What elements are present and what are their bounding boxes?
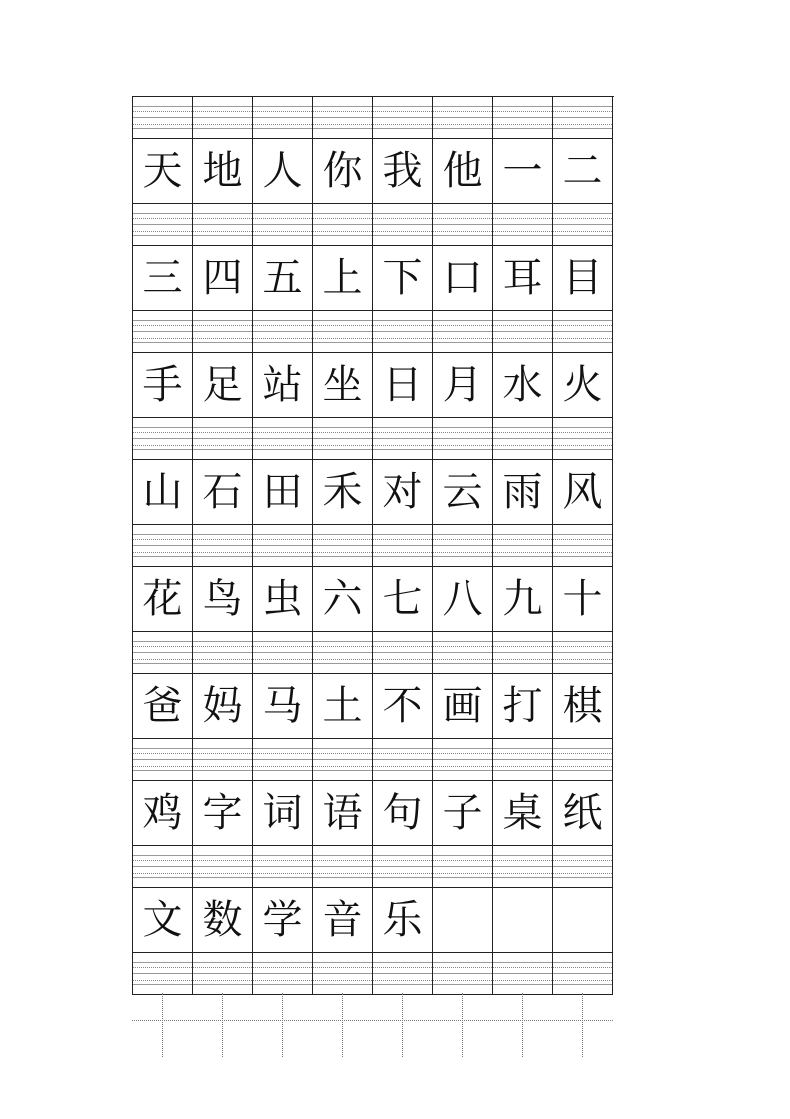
pinyin-cell [493, 846, 553, 888]
guide-line [342, 993, 343, 1057]
character-cell: 日 [373, 353, 433, 418]
pinyin-cell [373, 97, 433, 139]
pinyin-cell [493, 97, 553, 139]
character-cell: 桌 [493, 781, 553, 846]
character-cell [493, 888, 553, 953]
pinyin-cell [253, 846, 313, 888]
pinyin-cell [373, 204, 433, 246]
pinyin-cell [373, 739, 433, 781]
pinyin-row [133, 97, 614, 139]
pinyin-cell [313, 204, 373, 246]
character-row [133, 567, 614, 632]
guide-line [132, 1020, 613, 1021]
grid-row-block [133, 525, 614, 632]
grid-row-block [133, 311, 614, 418]
pinyin-row [133, 739, 614, 781]
pinyin-cell [373, 311, 433, 353]
character-cell: 爸 [133, 674, 193, 739]
character-cell: 耳 [493, 246, 553, 311]
character-cell: 数 [193, 888, 253, 953]
character-cell: 我 [373, 139, 433, 204]
character-cell: 字 [193, 781, 253, 846]
character-cell: 学 [253, 888, 313, 953]
character-cell: 天 [133, 139, 193, 204]
pinyin-cell [193, 525, 253, 567]
pinyin-cell [493, 418, 553, 460]
character-cell: 子 [433, 781, 493, 846]
character-cell: 坐 [313, 353, 373, 418]
character-cell: 文 [133, 888, 193, 953]
pinyin-cell [493, 525, 553, 567]
pinyin-cell [373, 525, 433, 567]
pinyin-cell [493, 311, 553, 353]
character-row [133, 353, 614, 418]
pinyin-cell [493, 632, 553, 674]
pinyin-cell [133, 418, 193, 460]
character-cell: 水 [493, 353, 553, 418]
character-cell: 三 [133, 246, 193, 311]
character-cell: 田 [253, 460, 313, 525]
pinyin-cell [433, 97, 493, 139]
pinyin-cell [313, 97, 373, 139]
pinyin-cell [253, 97, 313, 139]
character-cell: 山 [133, 460, 193, 525]
guide-line [582, 993, 583, 1057]
character-cell: 目 [553, 246, 613, 311]
pinyin-row [133, 525, 614, 567]
character-cell: 禾 [313, 460, 373, 525]
pinyin-cell [253, 311, 313, 353]
character-cell: 虫 [253, 567, 313, 632]
pinyin-cell [253, 204, 313, 246]
pinyin-row [133, 846, 614, 888]
pinyin-cell [553, 418, 613, 460]
character-cell: 月 [433, 353, 493, 418]
pinyin-cell [253, 632, 313, 674]
pinyin-cell [253, 525, 313, 567]
character-cell: 打 [493, 674, 553, 739]
pinyin-cell [313, 418, 373, 460]
character-cell [553, 888, 613, 953]
pinyin-cell [553, 632, 613, 674]
pinyin-cell [133, 632, 193, 674]
character-cell: 你 [313, 139, 373, 204]
character-row [133, 674, 614, 739]
pinyin-cell [133, 525, 193, 567]
character-cell: 棋 [553, 674, 613, 739]
guide-line [162, 993, 163, 1057]
character-cell: 九 [493, 567, 553, 632]
character-cell: 语 [313, 781, 373, 846]
pinyin-cell [253, 953, 313, 995]
character-cell: 口 [433, 246, 493, 311]
grid-row-block [133, 632, 614, 739]
pinyin-cell [493, 739, 553, 781]
pinyin-cell [433, 739, 493, 781]
character-cell: 妈 [193, 674, 253, 739]
pinyin-cell [433, 632, 493, 674]
pinyin-cell [313, 525, 373, 567]
pinyin-cell [193, 204, 253, 246]
guide-line [222, 993, 223, 1057]
pinyin-cell [313, 739, 373, 781]
pinyin-cell [193, 97, 253, 139]
pinyin-cell [493, 953, 553, 995]
character-row [133, 246, 614, 311]
pinyin-cell [313, 953, 373, 995]
pinyin-cell [193, 311, 253, 353]
character-row [133, 460, 614, 525]
character-cell: 词 [253, 781, 313, 846]
character-grid [132, 96, 614, 995]
pinyin-cell [433, 846, 493, 888]
pinyin-cell [193, 418, 253, 460]
character-cell: 云 [433, 460, 493, 525]
character-cell: 鸟 [193, 567, 253, 632]
guide-line [282, 993, 283, 1057]
pinyin-cell [373, 418, 433, 460]
pinyin-cell [313, 311, 373, 353]
character-cell: 马 [253, 674, 313, 739]
guide-line [462, 993, 463, 1057]
guide-line [522, 993, 523, 1057]
character-cell: 八 [433, 567, 493, 632]
pinyin-cell [553, 739, 613, 781]
character-cell: 二 [553, 139, 613, 204]
character-cell: 土 [313, 674, 373, 739]
pinyin-cell [253, 739, 313, 781]
pinyin-cell [133, 311, 193, 353]
pinyin-cell [193, 739, 253, 781]
pinyin-row [133, 632, 614, 674]
pinyin-cell [373, 632, 433, 674]
pinyin-cell [373, 953, 433, 995]
character-cell: 一 [493, 139, 553, 204]
pinyin-cell [133, 204, 193, 246]
character-cell: 句 [373, 781, 433, 846]
character-cell: 他 [433, 139, 493, 204]
pinyin-row [133, 953, 614, 995]
character-cell: 手 [133, 353, 193, 418]
character-cell: 石 [193, 460, 253, 525]
character-cell: 画 [433, 674, 493, 739]
pinyin-cell [313, 846, 373, 888]
grid-continuation [132, 993, 613, 1057]
character-cell: 上 [313, 246, 373, 311]
character-cell: 风 [553, 460, 613, 525]
character-cell: 五 [253, 246, 313, 311]
pinyin-row [133, 204, 614, 246]
pinyin-cell [433, 418, 493, 460]
grid-row-block [133, 418, 614, 525]
character-cell: 人 [253, 139, 313, 204]
character-row [133, 781, 614, 846]
grid-row-block [133, 846, 614, 953]
character-cell: 四 [193, 246, 253, 311]
character-cell: 七 [373, 567, 433, 632]
pinyin-cell [193, 632, 253, 674]
grid-row-block [133, 204, 614, 311]
character-cell: 地 [193, 139, 253, 204]
character-cell: 火 [553, 353, 613, 418]
pinyin-cell [133, 739, 193, 781]
character-cell: 六 [313, 567, 373, 632]
grid-row-block [133, 739, 614, 846]
pinyin-cell [193, 953, 253, 995]
guide-line [402, 993, 403, 1057]
character-cell: 乐 [373, 888, 433, 953]
pinyin-cell [433, 525, 493, 567]
pinyin-row [133, 311, 614, 353]
pinyin-cell [553, 846, 613, 888]
pinyin-cell [193, 846, 253, 888]
pinyin-cell [133, 953, 193, 995]
pinyin-cell [553, 525, 613, 567]
character-cell: 雨 [493, 460, 553, 525]
pinyin-cell [313, 632, 373, 674]
pinyin-cell [553, 311, 613, 353]
character-cell: 对 [373, 460, 433, 525]
pinyin-cell [433, 311, 493, 353]
character-cell: 纸 [553, 781, 613, 846]
pinyin-cell [253, 418, 313, 460]
character-cell: 鸡 [133, 781, 193, 846]
character-row [133, 139, 614, 204]
pinyin-cell [553, 953, 613, 995]
character-cell: 十 [553, 567, 613, 632]
pinyin-cell [373, 846, 433, 888]
character-row [133, 888, 614, 953]
character-cell: 下 [373, 246, 433, 311]
character-cell: 音 [313, 888, 373, 953]
pinyin-row [133, 418, 614, 460]
character-cell: 足 [193, 353, 253, 418]
character-cell [433, 888, 493, 953]
pinyin-cell [433, 204, 493, 246]
pinyin-cell [553, 97, 613, 139]
character-cell: 花 [133, 567, 193, 632]
pinyin-cell [493, 204, 553, 246]
pinyin-cell [433, 953, 493, 995]
character-cell: 不 [373, 674, 433, 739]
character-cell: 站 [253, 353, 313, 418]
grid-row-block [133, 97, 614, 204]
pinyin-cell [133, 846, 193, 888]
pinyin-cell [133, 97, 193, 139]
pinyin-cell [553, 204, 613, 246]
